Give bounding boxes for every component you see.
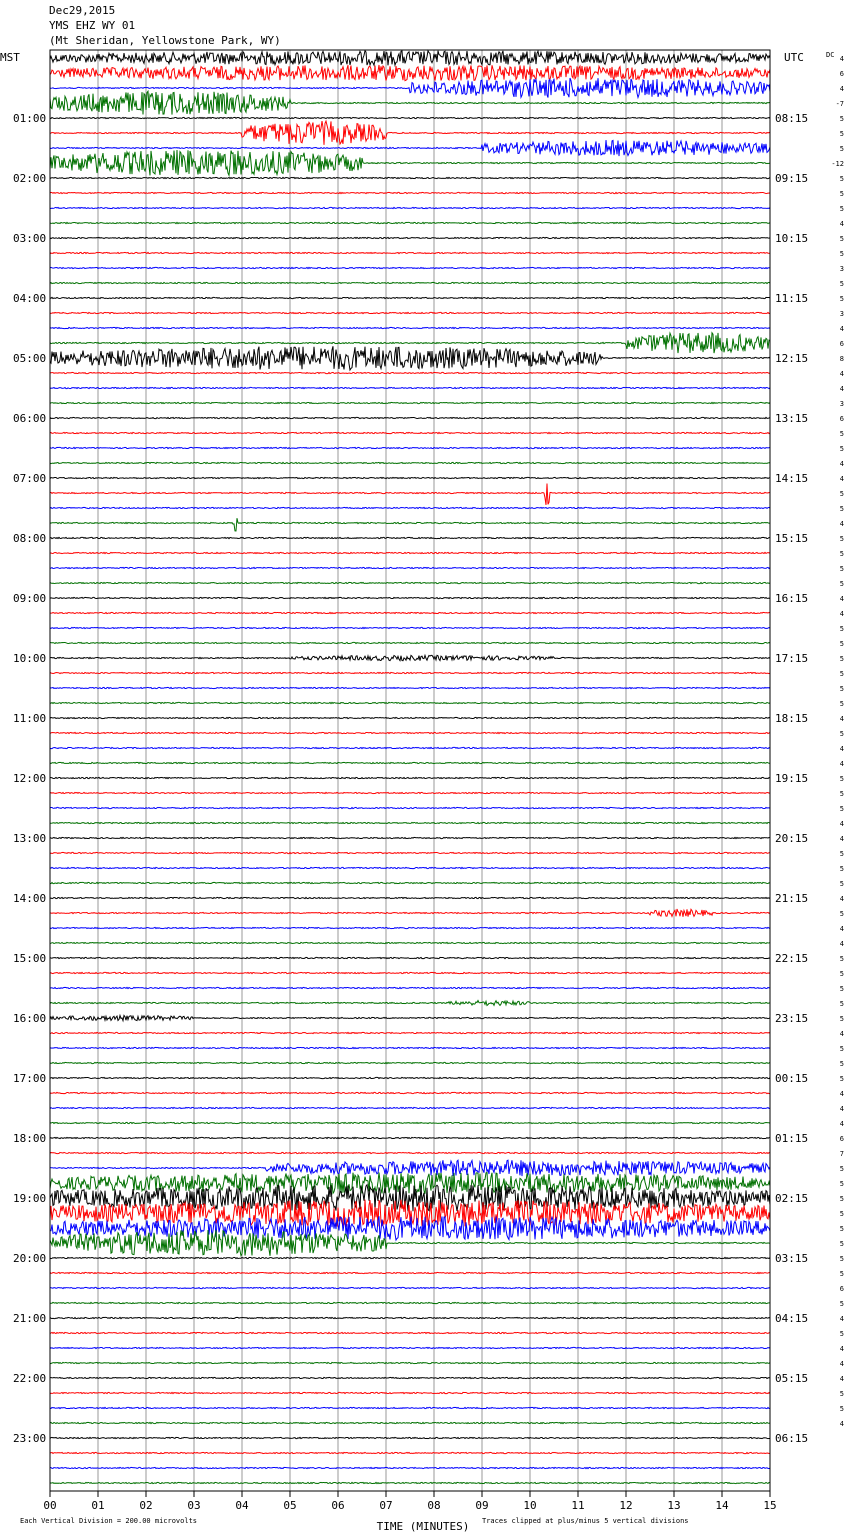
x-axis-label: TIME (MINUTES) bbox=[376, 1520, 470, 1533]
seismic-trace bbox=[50, 1173, 770, 1194]
dc-offset-value: 6 bbox=[839, 340, 844, 348]
mst-hour-label: 19:00 bbox=[13, 1192, 47, 1205]
seismic-trace bbox=[50, 1482, 770, 1483]
dc-offset-value: 5 bbox=[839, 205, 844, 213]
mst-hour-label: 11:00 bbox=[13, 712, 47, 725]
mst-hour-label: 01:00 bbox=[13, 112, 47, 125]
x-tick-label: 06 bbox=[331, 1499, 345, 1512]
plot-frame bbox=[50, 50, 770, 1491]
seismic-trace bbox=[50, 282, 770, 283]
seismic-trace bbox=[50, 837, 770, 838]
seismic-trace bbox=[50, 346, 770, 370]
seismic-trace bbox=[50, 537, 770, 538]
dc-offset-value: 5 bbox=[839, 1330, 844, 1338]
dc-offset-value: 5 bbox=[839, 670, 844, 678]
utc-hour-label: 15:15 bbox=[775, 532, 809, 545]
mst-hour-label: 17:00 bbox=[13, 1072, 47, 1085]
dc-offset-value: 5 bbox=[839, 550, 844, 558]
seismic-trace bbox=[50, 702, 770, 703]
utc-hour-label: 03:15 bbox=[775, 1252, 809, 1265]
utc-hour-label: 18:15 bbox=[775, 712, 809, 725]
seismic-trace bbox=[50, 897, 770, 898]
x-tick-label: 03 bbox=[187, 1499, 201, 1512]
mst-hour-label: 16:00 bbox=[13, 1012, 47, 1025]
seismic-trace bbox=[50, 65, 770, 81]
dc-offset-value: 5 bbox=[839, 535, 844, 543]
seismic-trace bbox=[50, 1077, 770, 1078]
dc-offset-value: 5 bbox=[839, 445, 844, 453]
dc-offset-value: 5 bbox=[839, 1015, 844, 1023]
seismic-trace bbox=[50, 1062, 770, 1063]
dc-offset-value: 5 bbox=[839, 565, 844, 573]
dc-offset-value: 4 bbox=[839, 460, 844, 468]
seismic-trace bbox=[50, 1092, 770, 1093]
utc-hour-label: 14:15 bbox=[775, 472, 809, 485]
seismic-trace bbox=[50, 1230, 770, 1256]
station-code: YMS EHZ WY 01 bbox=[49, 19, 136, 32]
seismic-trace bbox=[50, 732, 770, 733]
mst-hour-label: 14:00 bbox=[13, 892, 47, 905]
dc-offset-value: 7 bbox=[839, 1150, 844, 1158]
seismic-trace bbox=[50, 1422, 770, 1423]
seismic-trace bbox=[50, 822, 770, 823]
dc-offset-value: 5 bbox=[839, 1180, 844, 1188]
dc-offset-value: 5 bbox=[839, 1300, 844, 1308]
dc-offset-value: 3 bbox=[839, 265, 844, 273]
dc-offset-value: 5 bbox=[839, 295, 844, 303]
dc-offset-value: -12 bbox=[831, 160, 844, 168]
x-tick-label: 11 bbox=[571, 1499, 585, 1512]
seismic-trace bbox=[50, 1152, 770, 1153]
x-tick-label: 02 bbox=[139, 1499, 153, 1512]
utc-axis-label: UTC bbox=[784, 51, 804, 64]
dc-offset-value: 4 bbox=[839, 595, 844, 603]
utc-hour-label: 09:15 bbox=[775, 172, 809, 185]
dc-offset-value: 5 bbox=[839, 1390, 844, 1398]
dc-offset-value: 5 bbox=[839, 700, 844, 708]
seismic-trace bbox=[50, 507, 770, 508]
dc-offset-value: 5 bbox=[839, 640, 844, 648]
seismic-trace bbox=[50, 518, 770, 531]
seismic-trace bbox=[50, 267, 770, 268]
mst-hour-label: 18:00 bbox=[13, 1132, 47, 1145]
seismic-trace bbox=[50, 333, 770, 353]
dc-offset-value: 5 bbox=[839, 1045, 844, 1053]
dc-header-label: DC bbox=[826, 51, 835, 59]
dc-offset-value: 5 bbox=[839, 1270, 844, 1278]
seismic-trace bbox=[50, 687, 770, 688]
seismic-trace bbox=[50, 972, 770, 973]
seismic-trace bbox=[50, 207, 770, 208]
utc-hour-label: 06:15 bbox=[775, 1432, 809, 1445]
dc-offset-value: 5 bbox=[839, 880, 844, 888]
mst-hour-label: 20:00 bbox=[13, 1252, 47, 1265]
dc-offset-value: 5 bbox=[839, 1255, 844, 1263]
seismic-trace bbox=[50, 792, 770, 793]
seismic-trace bbox=[50, 462, 770, 463]
seismic-trace bbox=[50, 1452, 770, 1453]
dc-offset-value: 5 bbox=[839, 1405, 844, 1413]
dc-offset-value: 4 bbox=[839, 370, 844, 378]
mst-hour-label: 10:00 bbox=[13, 652, 47, 665]
mst-hour-label: 07:00 bbox=[13, 472, 47, 485]
dc-offset-value: 5 bbox=[839, 175, 844, 183]
mst-hour-label: 12:00 bbox=[13, 772, 47, 785]
seismic-trace bbox=[50, 1185, 770, 1212]
dc-offset-value: 4 bbox=[839, 1090, 844, 1098]
seismic-trace bbox=[50, 1317, 770, 1318]
x-tick-label: 10 bbox=[523, 1499, 537, 1512]
x-tick-label: 04 bbox=[235, 1499, 249, 1512]
utc-hour-label: 20:15 bbox=[775, 832, 809, 845]
mst-hour-label: 08:00 bbox=[13, 532, 47, 545]
seismic-trace bbox=[50, 177, 770, 178]
seismic-trace bbox=[50, 987, 770, 988]
mst-hour-label: 22:00 bbox=[13, 1372, 47, 1385]
dc-offset-value: 5 bbox=[839, 865, 844, 873]
seismic-trace bbox=[50, 402, 770, 403]
footer-clip-note: Traces clipped at plus/minus 5 vertical divisions bbox=[482, 1517, 689, 1525]
dc-offset-value: 8 bbox=[839, 355, 844, 363]
dc-offset-value: 4 bbox=[839, 925, 844, 933]
seismic-trace bbox=[50, 222, 770, 223]
seismic-trace bbox=[50, 312, 770, 313]
utc-hour-label: 10:15 bbox=[775, 232, 809, 245]
seismic-trace bbox=[50, 552, 770, 553]
mst-hour-label: 06:00 bbox=[13, 412, 47, 425]
dc-offset-value: 4 bbox=[839, 1345, 844, 1353]
dc-offset-value: 4 bbox=[839, 1420, 844, 1428]
dc-offset-value: 5 bbox=[839, 490, 844, 498]
seismic-trace bbox=[50, 777, 770, 778]
mst-hour-label: 13:00 bbox=[13, 832, 47, 845]
dc-offset-value: 5 bbox=[839, 790, 844, 798]
dc-offset-value: -7 bbox=[835, 100, 844, 108]
station-location: (Mt Sheridan, Yellowstone Park, WY) bbox=[49, 34, 281, 47]
seismic-trace bbox=[50, 942, 770, 943]
seismic-trace bbox=[50, 91, 770, 114]
dc-offset-value: 5 bbox=[839, 985, 844, 993]
dc-offset-value: 5 bbox=[839, 625, 844, 633]
utc-hour-label: 05:15 bbox=[775, 1372, 809, 1385]
dc-offset-value: 5 bbox=[839, 145, 844, 153]
dc-offset-value: 4 bbox=[839, 715, 844, 723]
dc-offset-value: 4 bbox=[839, 520, 844, 528]
utc-hour-label: 16:15 bbox=[775, 592, 809, 605]
dc-offset-value: 4 bbox=[839, 55, 844, 63]
seismic-trace bbox=[50, 387, 770, 388]
seismic-trace bbox=[50, 1302, 770, 1303]
mst-hour-label: 04:00 bbox=[13, 292, 47, 305]
dc-offset-value: 4 bbox=[839, 1105, 844, 1113]
mst-hour-label: 21:00 bbox=[13, 1312, 47, 1325]
seismic-trace bbox=[50, 882, 770, 883]
footer-scale-note: Each Vertical Division = 200.00 microvolts bbox=[20, 1517, 198, 1525]
seismic-trace bbox=[50, 372, 770, 373]
utc-hour-label: 17:15 bbox=[775, 652, 809, 665]
seismic-trace bbox=[50, 297, 770, 298]
utc-hour-label: 01:15 bbox=[775, 1132, 809, 1145]
dc-offset-value: 5 bbox=[839, 955, 844, 963]
seismic-trace bbox=[50, 1001, 770, 1006]
utc-hour-label: 13:15 bbox=[775, 412, 809, 425]
dc-offset-value: 4 bbox=[839, 745, 844, 753]
dc-offset-value: 5 bbox=[839, 655, 844, 663]
seismic-trace bbox=[50, 237, 770, 238]
seismic-trace bbox=[50, 762, 770, 763]
utc-hour-label: 23:15 bbox=[775, 1012, 809, 1025]
seismic-trace bbox=[50, 909, 770, 917]
dc-offset-value: 4 bbox=[839, 1375, 844, 1383]
seismic-trace bbox=[50, 1407, 770, 1408]
seismic-trace bbox=[50, 1467, 770, 1468]
seismic-trace bbox=[50, 1160, 770, 1176]
seismic-trace bbox=[50, 927, 770, 928]
seismic-trace bbox=[50, 747, 770, 748]
dc-offset-value: 4 bbox=[839, 895, 844, 903]
seismic-trace bbox=[50, 627, 770, 628]
seismic-trace bbox=[50, 597, 770, 598]
dc-offset-value: 5 bbox=[839, 115, 844, 123]
x-tick-label: 09 bbox=[475, 1499, 489, 1512]
mst-hour-label: 23:00 bbox=[13, 1432, 47, 1445]
seismic-trace bbox=[50, 447, 770, 448]
x-tick-label: 07 bbox=[379, 1499, 393, 1512]
seismic-trace bbox=[50, 484, 770, 505]
seismic-trace bbox=[50, 51, 770, 66]
seismic-trace bbox=[50, 150, 770, 175]
seismic-trace bbox=[50, 672, 770, 673]
utc-hour-label: 19:15 bbox=[775, 772, 809, 785]
dc-offset-value: 6 bbox=[839, 1285, 844, 1293]
dc-offset-value: 4 bbox=[839, 325, 844, 333]
utc-hour-label: 11:15 bbox=[775, 292, 809, 305]
dc-offset-value: 3 bbox=[839, 310, 844, 318]
seismic-trace bbox=[50, 582, 770, 583]
dc-offset-value: 5 bbox=[839, 235, 844, 243]
dc-offset-value: 5 bbox=[839, 1240, 844, 1248]
x-tick-label: 00 bbox=[43, 1499, 57, 1512]
dc-offset-value: 5 bbox=[839, 1210, 844, 1218]
mst-hour-label: 02:00 bbox=[13, 172, 47, 185]
seismic-trace bbox=[50, 867, 770, 868]
dc-offset-value: 6 bbox=[839, 415, 844, 423]
dc-offset-value: 4 bbox=[839, 1360, 844, 1368]
dc-offset-value: 5 bbox=[839, 580, 844, 588]
mst-hour-label: 03:00 bbox=[13, 232, 47, 245]
dc-offset-value: 5 bbox=[839, 1075, 844, 1083]
x-tick-label: 13 bbox=[667, 1499, 681, 1512]
dc-offset-value: 4 bbox=[839, 940, 844, 948]
dc-offset-value: 5 bbox=[839, 1165, 844, 1173]
dc-offset-value: 5 bbox=[839, 970, 844, 978]
seismic-trace bbox=[50, 1257, 770, 1258]
seismic-trace bbox=[50, 327, 770, 328]
seismic-trace bbox=[50, 957, 770, 958]
utc-hour-label: 21:15 bbox=[775, 892, 809, 905]
dc-offset-value: 5 bbox=[839, 1225, 844, 1233]
dc-offset-value: 3 bbox=[839, 400, 844, 408]
seismic-trace bbox=[50, 807, 770, 808]
dc-offset-value: 5 bbox=[839, 1000, 844, 1008]
seismic-trace bbox=[50, 852, 770, 853]
utc-hour-label: 04:15 bbox=[775, 1312, 809, 1325]
dc-offset-value: 4 bbox=[839, 820, 844, 828]
x-tick-label: 08 bbox=[427, 1499, 441, 1512]
seismic-trace bbox=[50, 1107, 770, 1108]
seismic-trace bbox=[50, 642, 770, 643]
seismic-trace bbox=[50, 567, 770, 568]
seismic-trace bbox=[50, 1272, 770, 1273]
dc-offset-value: 5 bbox=[839, 505, 844, 513]
dc-offset-value: 4 bbox=[839, 835, 844, 843]
mst-hour-label: 09:00 bbox=[13, 592, 47, 605]
dc-offset-value: 4 bbox=[839, 385, 844, 393]
dc-offset-value: 5 bbox=[839, 850, 844, 858]
seismic-trace bbox=[50, 612, 770, 613]
seismic-trace bbox=[50, 140, 770, 156]
seismic-trace bbox=[50, 252, 770, 253]
dc-offset-value: 5 bbox=[839, 685, 844, 693]
utc-hour-label: 12:15 bbox=[775, 352, 809, 365]
seismic-trace bbox=[50, 1377, 770, 1378]
dc-offset-value: 5 bbox=[839, 775, 844, 783]
mst-hour-label: 05:00 bbox=[13, 352, 47, 365]
dc-offset-value: 4 bbox=[839, 1030, 844, 1038]
x-tick-label: 14 bbox=[715, 1499, 729, 1512]
dc-offset-value: 5 bbox=[839, 805, 844, 813]
seismic-trace bbox=[50, 1362, 770, 1363]
dc-offset-value: 4 bbox=[839, 220, 844, 228]
seismic-trace bbox=[50, 1347, 770, 1348]
dc-offset-value: 4 bbox=[839, 610, 844, 618]
seismic-trace bbox=[50, 1392, 770, 1393]
dc-offset-value: 4 bbox=[839, 760, 844, 768]
dc-offset-value: 6 bbox=[839, 1135, 844, 1143]
dc-offset-value: 5 bbox=[839, 1060, 844, 1068]
x-tick-label: 15 bbox=[763, 1499, 777, 1512]
dc-offset-value: 4 bbox=[839, 85, 844, 93]
mst-axis-label: MST bbox=[0, 51, 20, 64]
dc-offset-value: 6 bbox=[839, 70, 844, 78]
seismic-trace bbox=[50, 78, 770, 98]
dc-offset-value: 5 bbox=[839, 730, 844, 738]
dc-offset-value: 5 bbox=[839, 190, 844, 198]
dc-offset-value: 4 bbox=[839, 1120, 844, 1128]
dc-offset-value: 5 bbox=[839, 1195, 844, 1203]
utc-hour-label: 00:15 bbox=[775, 1072, 809, 1085]
utc-hour-label: 08:15 bbox=[775, 112, 809, 125]
seismic-trace bbox=[50, 1137, 770, 1138]
dc-offset-value: 5 bbox=[839, 130, 844, 138]
dc-offset-value: 5 bbox=[839, 280, 844, 288]
seismic-trace bbox=[50, 1332, 770, 1333]
dc-offset-value: 5 bbox=[839, 430, 844, 438]
seismic-trace bbox=[50, 717, 770, 718]
dc-offset-value: 5 bbox=[839, 910, 844, 918]
seismic-trace bbox=[50, 1287, 770, 1288]
dc-offset-value: 4 bbox=[839, 1315, 844, 1323]
seismic-trace bbox=[50, 417, 770, 418]
seismic-trace bbox=[50, 1015, 770, 1020]
seismic-trace bbox=[50, 655, 770, 660]
seismic-trace bbox=[50, 1047, 770, 1048]
mst-hour-label: 15:00 bbox=[13, 952, 47, 965]
dc-offset-value: 5 bbox=[839, 250, 844, 258]
chart-grid bbox=[98, 50, 722, 1491]
dc-offset-value: 4 bbox=[839, 475, 844, 483]
utc-hour-label: 02:15 bbox=[775, 1192, 809, 1205]
utc-hour-label: 22:15 bbox=[775, 952, 809, 965]
x-tick-label: 05 bbox=[283, 1499, 297, 1512]
seismic-trace bbox=[50, 117, 770, 118]
seismic-trace bbox=[50, 192, 770, 193]
seismic-trace bbox=[50, 432, 770, 433]
chart-date: Dec29,2015 bbox=[49, 4, 116, 17]
trace-group bbox=[50, 51, 770, 1484]
seismic-trace bbox=[50, 1032, 770, 1033]
seismic-trace bbox=[50, 477, 770, 478]
x-tick-label: 01 bbox=[91, 1499, 105, 1512]
seismic-trace bbox=[50, 1122, 770, 1123]
seismic-trace bbox=[50, 121, 770, 145]
x-tick-label: 12 bbox=[619, 1499, 633, 1512]
seismic-trace bbox=[50, 1437, 770, 1438]
